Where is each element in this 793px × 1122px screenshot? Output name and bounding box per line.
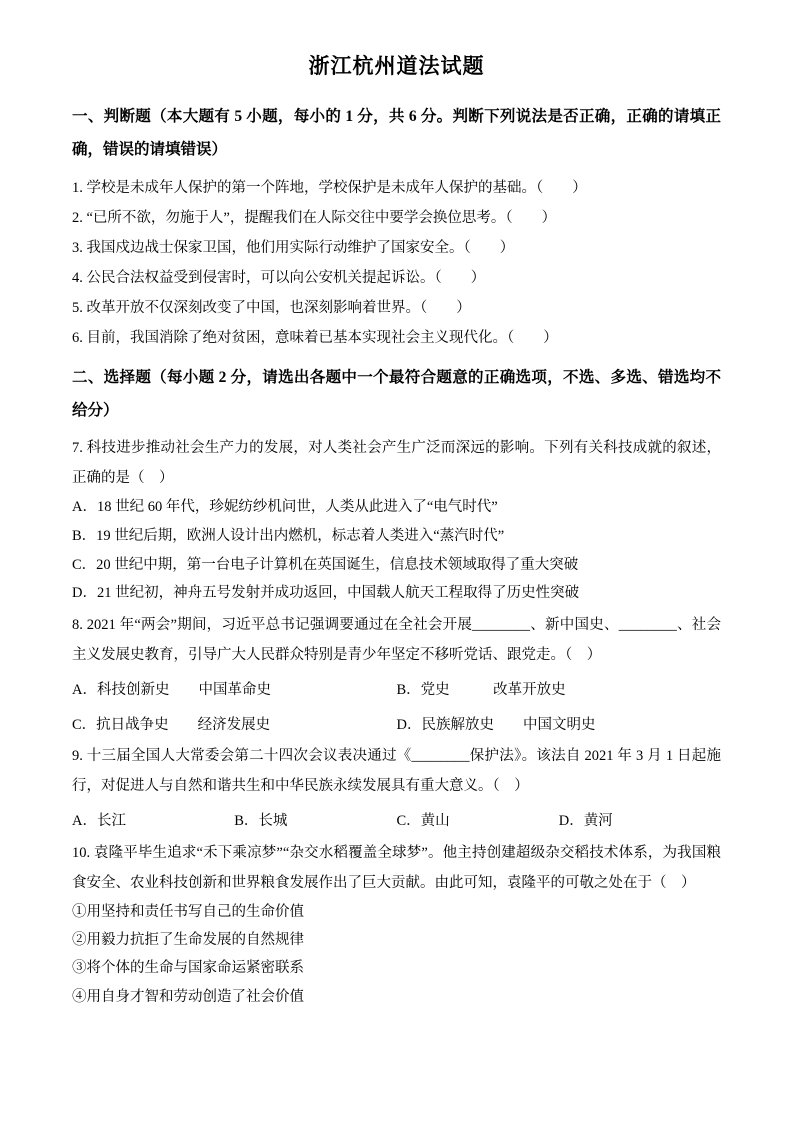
judgement-item-1: 1. 学校是未成年人保护的第一个阵地，学校保护是未成年人保护的基础。（ ）: [72, 179, 587, 196]
question-7-option-c: C．20 世纪中期，第一台电子计算机在英国诞生，信息技术领域取得了重大突破: [72, 556, 579, 573]
question-10-statement-3: ③将个体的生命与国家命运紧密联系: [72, 960, 304, 977]
question-8-option-row-1: [72, 677, 721, 705]
judgement-item-6: 6. 目前，我国消除了绝对贫困，意味着已基本实现社会主义现代化。（ ）: [72, 329, 558, 346]
question-7-option-b: B．19 世纪后期，欧洲人设计出内燃机，标志着人类进入“蒸汽时代”: [72, 527, 505, 544]
section-1-heading: 一、判断题（本大题有 5 小题，每小的 1 分，共 6 分。判断下列说法是否正确，正确的请填正确，错误的请填错误）: [72, 108, 721, 159]
judgement-item-4: 4. 公民合法权益受到侵害时，可以向公安机关提起诉讼。（ ）: [72, 269, 486, 286]
question-9-option-b: B．长城: [234, 813, 288, 830]
question-7: [72, 433, 721, 608]
judgement-item-2: 2. “已所不欲，勿施于人”，提醒我们在人际交往中要学会换位思考。（ ）: [72, 209, 557, 226]
section-2-heading: 二、选择题（每小题 2 分，请选出各题中一个最符合题意的正确选项，不选、多选、错选均不给分）: [72, 368, 721, 419]
judgement-item-5: 5. 改革开放不仅深刻改变了中国，也深刻影响着世界。（ ）: [72, 299, 471, 316]
question-9-stem: 9. 十三届全国人大常委会第二十四次会议表决通过《________保护法》。该法自 2021 年 3 月 1 日起施行，对促进人与自然和谐共生和中华民族永续发展具有重大意义。（ ）: [72, 748, 721, 795]
question-8-option-a: A．科技创新史 中国革命史: [72, 682, 271, 699]
question-7-option-a: A．18 世纪 60 年代，珍妮纺纱机问世，人类从此进入了“电气时代”: [72, 499, 498, 516]
question-7-option-d: D．21 世纪初，神舟五号发射并成功返回，中国载人航天工程取得了历史性突破: [72, 585, 580, 602]
question-8: [72, 610, 721, 739]
question-9-option-row: [72, 808, 721, 836]
judgement-item-3: 3. 我国戍边战士保家卫国，他们用实际行动维护了国家安全。（ ）: [72, 239, 515, 256]
question-10-statement-1: ①用坚持和责任书写自己的生命价值: [72, 903, 304, 920]
question-10-statement-4: ④用自身才智和劳动创造了社会价值: [72, 988, 304, 1005]
question-10: [72, 838, 721, 1011]
question-10-stem: 10. 袁隆平毕生追求“禾下乘凉梦”“杂交水稻覆盖全球梦”。他主持创建超级杂交稻技术体系，为我国粮食安全、农业科技创新和世界粮食发展作出了巨大贡献。由此可知，袁隆平的可敬之处在于（ ）: [72, 844, 721, 891]
question-8-option-d: D．民族解放史 中国文明史: [396, 716, 596, 733]
question-9-option-c: C．黄山: [396, 813, 450, 830]
question-9: [72, 741, 721, 836]
question-10-statement-2: ②用毅力抗拒了生命发展的自然规律: [72, 931, 304, 948]
question-7-stem: 7. 科技进步推动社会生产力的发展，对人类社会产生广泛而深远的影响。下列有关科技成就的叙述，正确的是（ ）: [72, 440, 721, 487]
question-9-option-a: A．长江: [72, 813, 126, 830]
question-8-option-row-2: [72, 712, 721, 740]
page-title: 浙江杭州道法试题: [308, 54, 485, 78]
question-8-stem: 8. 2021 年“两会”期间，习近平总书记强调要通过在全社会开展________、新中国史、________、社会主义发展史教育，引导广大人民群众特别是青少年坚定不移听党话、跟党走。（ ）: [72, 617, 721, 664]
question-9-option-d: D．黄河: [558, 813, 613, 830]
question-8-option-b: B．党史 改革开放史: [396, 682, 566, 699]
question-8-option-c: C．抗日战争史 经济发展史: [72, 716, 271, 733]
